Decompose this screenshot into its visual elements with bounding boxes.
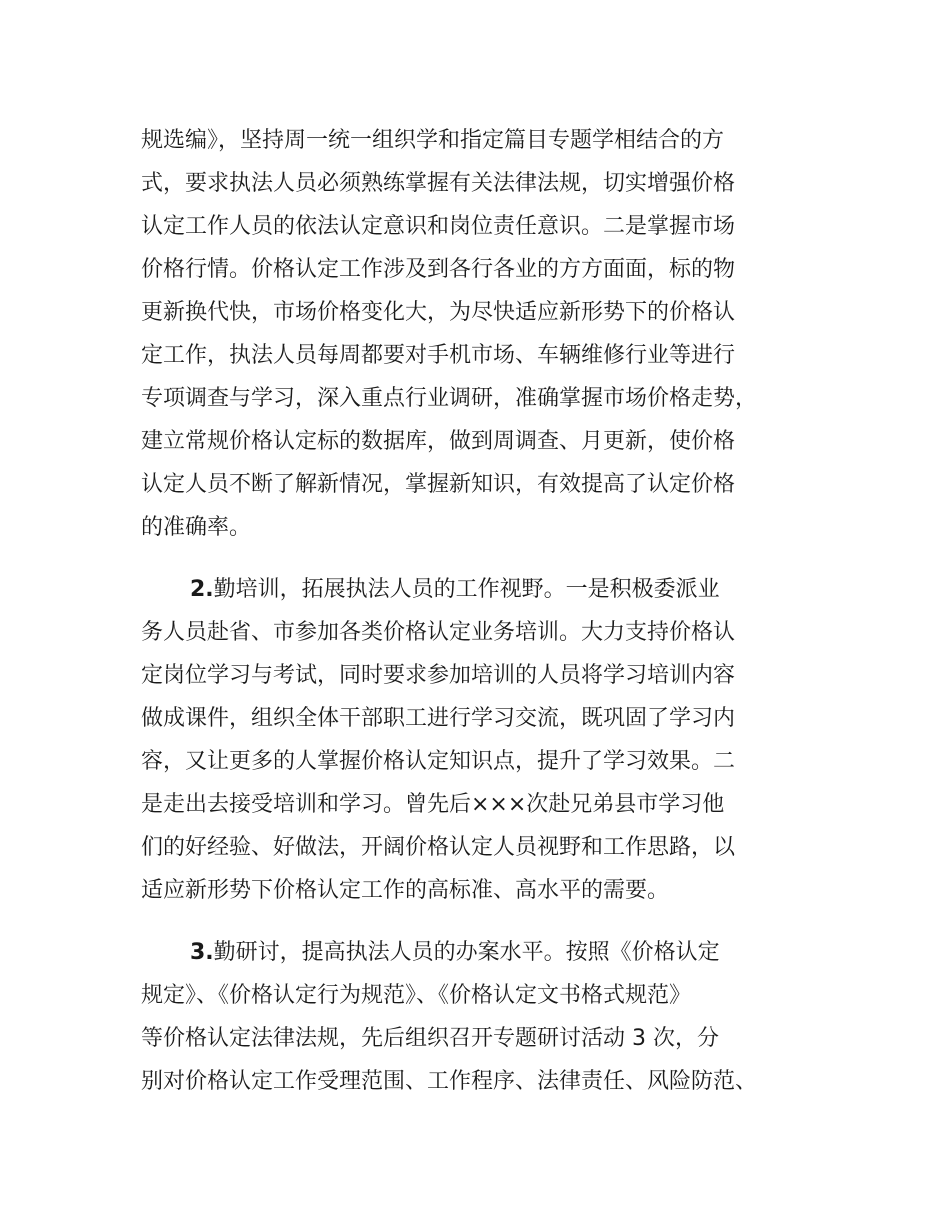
paragraph-1-line-5: 更新换代快，市场价格变化大，为尽快适应新形势下的价格认: [141, 300, 736, 325]
paragraph-3-line-2: 规定》、《价格认定行为规范》、《价格认定文书格式规范》: [141, 983, 692, 1008]
paragraph-2-line-7: 们的好经验、好做法，开阔价格认定人员视野和工作思路，以: [141, 835, 736, 860]
paragraph-1-line-4: 价格行情。价格认定工作涉及到各行各业的方方面面，标的物: [141, 257, 736, 282]
paragraph-3-line-4: 别对价格认定工作受理范围、工作程序、法律责任、风险防范、: [141, 1069, 758, 1094]
paragraph-1-line-8: 建立常规价格认定标的数据库，做到周调查、月更新，使价格: [141, 429, 736, 454]
paragraph-2-first-line-text: 勤培训，拓展执法人员的工作视野。一是积极委派业: [213, 577, 720, 602]
paragraph-2-line-1: [190, 570, 720, 610]
paragraph-1-line-7: 专项调查与学习，深入重点行业调研，准确掌握市场价格走势，: [141, 386, 758, 411]
paragraph-1-line-3: 认定工作人员的依法认定意识和岗位责任意识。二是掌握市场: [141, 214, 736, 239]
paragraph-2-line-2: 务人员赴省、市参加各类价格认定业务培训。大力支持价格认: [141, 620, 736, 645]
paragraph-1-line-2: 式，要求执法人员必须熟练掌握有关法律法规，切实增强价格: [141, 171, 736, 196]
paragraph-2-line-3: 定岗位学习与考试，同时要求参加培训的人员将学习培训内容: [141, 663, 736, 688]
item-number: 2.: [190, 577, 214, 602]
paragraph-1-line-9: 认定人员不断了解新情况，掌握新知识，有效提高了认定价格: [141, 472, 736, 497]
paragraph-1-line-6: 定工作，执法人员每周都要对手机市场、车辆维修行业等进行: [141, 343, 736, 368]
paragraph-2-line-4: 做成课件，组织全体干部职工进行学习交流，既巩固了学习内: [141, 706, 736, 731]
paragraph-3-first-line-text: 勤研讨，提高执法人员的办案水平。按照《价格认定: [213, 940, 720, 965]
item-number: 3.: [190, 940, 214, 965]
paragraph-2-line-8: 适应新形势下价格认定工作的高标准、高水平的需要。: [141, 878, 670, 903]
paragraph-2-line-5: 容，又让更多的人掌握价格认定知识点，提升了学习效果。二: [141, 749, 736, 774]
paragraph-2-line-6: 是走出去接受培训和学习。曾先后×××次赴兄弟县市学习他: [141, 792, 725, 817]
paragraph-1-line-10: 的准确率。: [141, 515, 252, 540]
paragraph-3-line-1: [190, 933, 720, 973]
paragraph-3-line-3: 等价格认定法律法规，先后组织召开专题研讨活动 3 次，分: [141, 1026, 719, 1051]
paragraph-1-line-1: 规选编》，坚持周一统一组织学和指定篇目专题学相结合的方: [141, 128, 725, 153]
